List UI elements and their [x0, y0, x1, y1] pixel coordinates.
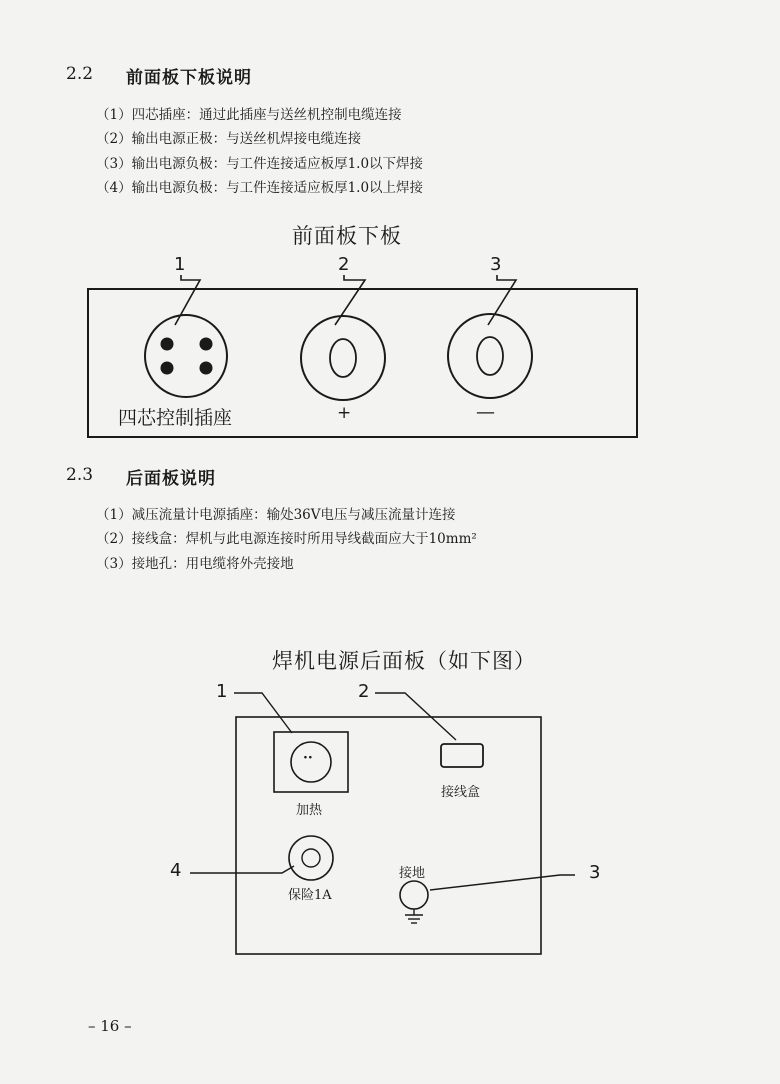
heater-label: 加热: [296, 803, 323, 818]
callout-2: 2: [358, 681, 370, 702]
list-item: （2）接线盒：焊机与此电源连接时所用导线截面应大于10mm²: [96, 531, 477, 547]
fuse-holder: [289, 836, 333, 880]
section-title: 后面板说明: [126, 469, 216, 489]
callout-3: 3: [589, 862, 601, 883]
rear-panel-figure-title: 焊机电源后面板（如下图）: [272, 649, 536, 673]
callout-4: 4: [170, 860, 182, 881]
section-title: 前面板下板说明: [126, 68, 252, 88]
callout-1-leader: [175, 275, 200, 325]
callout-2: 2: [338, 254, 350, 275]
socket-pin: [161, 362, 174, 375]
ground-terminal: [400, 881, 428, 909]
outlet-dots: ··: [303, 750, 313, 766]
fuse-label: 保险1A: [288, 888, 332, 903]
socket-pin: [200, 338, 213, 351]
socket-label: 四芯控制插座: [118, 407, 233, 429]
plus-label: +: [337, 403, 352, 423]
list-item: （2）输出电源正极：与送丝机焊接电缆连接: [96, 131, 362, 147]
section-number: 2.3: [66, 465, 94, 485]
four-pin-socket: [145, 315, 227, 397]
section-number: 2.2: [66, 64, 94, 84]
positive-terminal: [301, 316, 385, 400]
list-item: （3）接地孔：用电缆将外壳接地: [96, 556, 294, 572]
list-item: （3）输出电源负极：与工件连接适应板厚1.0以下焊接: [96, 156, 424, 172]
list-item: （1）减压流量计电源插座：输处36V电压与减压流量计连接: [96, 507, 456, 523]
callout-3-leader: [488, 275, 516, 325]
page-number: – 16 –: [88, 1017, 132, 1035]
negative-terminal: [448, 314, 532, 398]
socket-pin: [161, 338, 174, 351]
socket-pin: [200, 362, 213, 375]
callout-3: 3: [490, 254, 502, 275]
list-item: （1）四芯插座：通过此插座与送丝机控制电缆连接: [96, 107, 402, 123]
front-panel-figure-title: 前面板下板: [292, 224, 402, 248]
rear-panel-outline: [236, 717, 541, 954]
callout-1-leader: [234, 693, 292, 733]
callout-4-leader: [190, 866, 294, 873]
callout-1: 1: [174, 254, 186, 275]
callout-1: 1: [216, 681, 228, 702]
ground-label: 接地: [399, 866, 426, 881]
junction-box-label: 接线盒: [441, 785, 481, 800]
minus-label: —: [476, 401, 495, 423]
callout-3-leader: [430, 875, 575, 890]
junction-box: [441, 744, 483, 767]
list-item: （4）输出电源负极：与工件连接适应板厚1.0以上焊接: [96, 180, 424, 196]
